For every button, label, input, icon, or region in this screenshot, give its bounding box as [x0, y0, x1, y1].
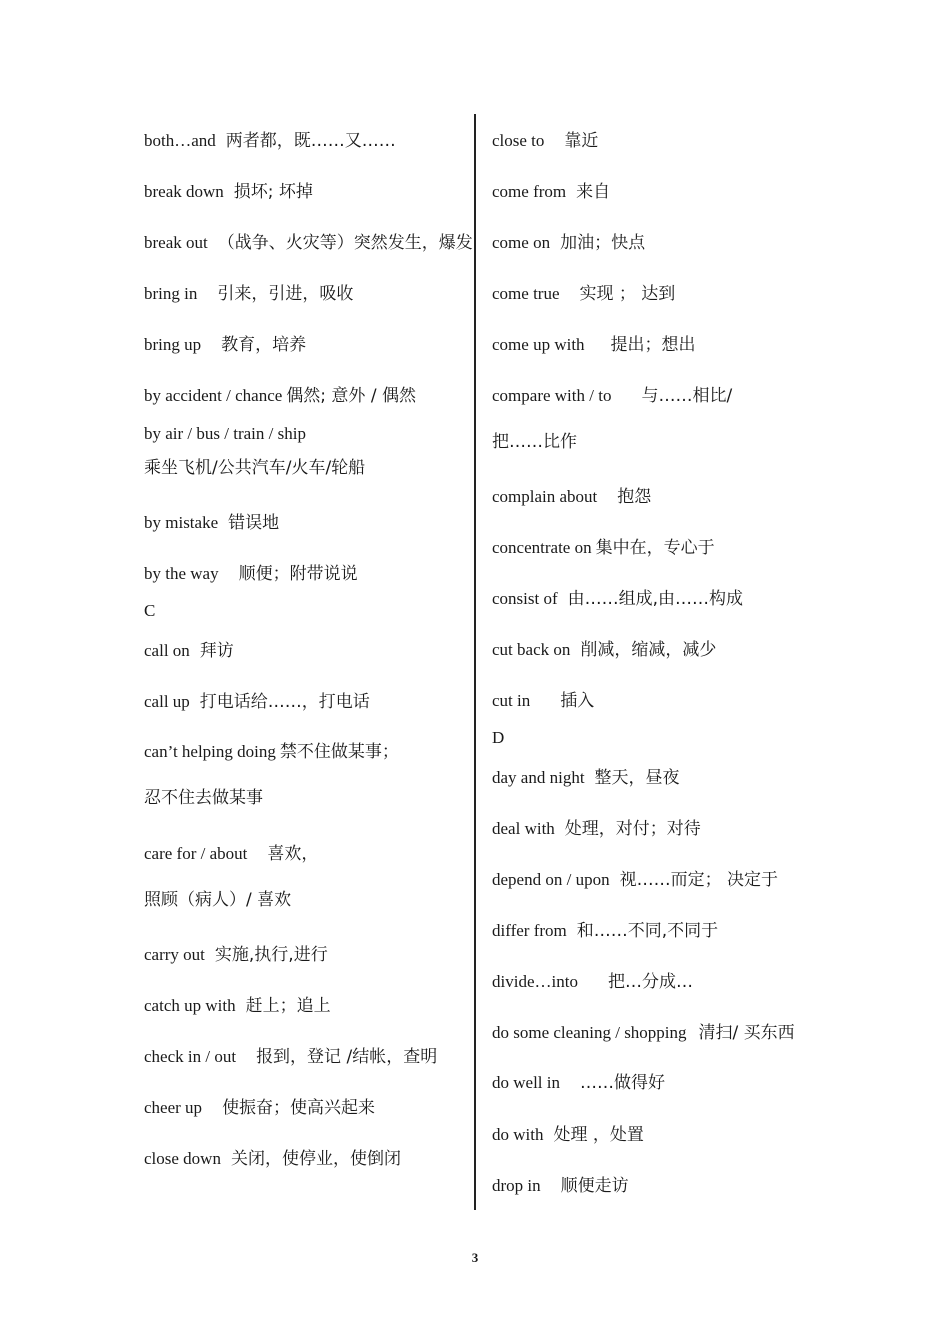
phrase-english: catch up with	[144, 996, 236, 1015]
phrase-english: do some cleaning / shopping	[492, 1023, 687, 1042]
phrase-english: divide…into	[492, 972, 578, 991]
left-entry	[144, 742, 399, 762]
phrase-english: cut back on	[492, 640, 571, 659]
left-entry	[144, 844, 318, 864]
right-entry	[492, 589, 743, 609]
phrase-english: depend on / upon	[492, 870, 610, 889]
phrase-chinese: 和……不同,不同于	[576, 921, 719, 941]
left-entry	[144, 692, 370, 712]
right-entry	[492, 538, 715, 558]
right-entry	[492, 182, 610, 202]
phrase-english: by mistake	[144, 513, 219, 532]
phrase-chinese: 实现 ； 达到	[579, 284, 676, 304]
phrase-english: by the way	[144, 564, 219, 583]
phrase-chinese: 顺便走访	[560, 1176, 629, 1196]
phrase-english: bring in	[144, 284, 198, 303]
right-entry	[492, 1125, 644, 1145]
right-entry	[492, 284, 675, 304]
phrase-chinese: 削减，缩减，减少	[580, 640, 717, 660]
phrase-chinese: ……做得好	[580, 1073, 665, 1093]
left-entry	[144, 1098, 375, 1118]
phrase-chinese: 顺便；附带说说	[238, 564, 358, 584]
left-entry	[144, 458, 365, 478]
left-entry	[144, 641, 234, 661]
phrase-chinese: 集中在，专心于	[595, 538, 715, 558]
phrase-chinese: 加油；快点	[560, 233, 646, 253]
left-entry	[144, 284, 353, 304]
phrase-chinese: 教育，培养	[221, 335, 307, 355]
phrase-english: cut in	[492, 691, 531, 710]
left-entry	[144, 890, 291, 910]
phrase-english: by air / bus / train / ship	[144, 424, 306, 443]
phrase-english: cheer up	[144, 1098, 203, 1117]
right-entry	[492, 870, 778, 890]
right-entry	[492, 972, 693, 992]
phrase-english: come on	[492, 233, 551, 252]
phrase-english: consist of	[492, 589, 558, 608]
phrase-chinese: 整天，昼夜	[594, 768, 680, 788]
phrase-chinese: 禁不住做某事；	[279, 742, 399, 762]
right-entry	[492, 691, 594, 711]
left-entry	[144, 996, 331, 1016]
phrase-chinese: 与……相比/	[641, 386, 733, 406]
phrase-english: care for / about	[144, 844, 248, 863]
phrase-chinese: 乘坐飞机/公共汽车/火车/轮船	[144, 458, 366, 478]
left-entry	[144, 182, 313, 202]
left-entry	[144, 424, 306, 444]
phrase-english: come from	[492, 182, 567, 201]
phrase-english: drop in	[492, 1176, 541, 1195]
phrase-chinese: 使振奋；使高兴起来	[222, 1098, 376, 1118]
page-number: 3	[471, 1250, 479, 1265]
phrase-chinese: （战争、火灾等）突然发生，爆发	[217, 233, 473, 253]
phrase-chinese: 损坏; 坏掉	[233, 182, 313, 202]
phrase-chinese: 两者都，既……又……	[225, 131, 396, 151]
left-entry	[144, 788, 263, 808]
phrase-english: carry out	[144, 945, 205, 964]
left-entry	[144, 233, 473, 253]
left-entry	[144, 131, 396, 151]
right-entry	[492, 386, 732, 406]
phrase-english: by accident / chance	[144, 386, 283, 405]
left-entry	[144, 386, 416, 406]
phrase-english: both…and	[144, 131, 216, 150]
phrase-chinese: 视……而定； 决定于	[619, 870, 778, 890]
phrase-chinese: 处理，对付；对待	[564, 819, 701, 839]
phrase-chinese: 打电话给……，打电话	[199, 692, 370, 712]
right-entry	[492, 233, 645, 253]
right-entry	[492, 432, 577, 452]
phrase-chinese: 实施,执行,进行	[214, 945, 328, 965]
phrase-chinese: 错误地	[228, 513, 280, 533]
phrase-english: bring up	[144, 335, 202, 354]
phrase-chinese: 照顾（病人）/ 喜欢	[144, 890, 292, 910]
phrase-english: break down	[144, 182, 224, 201]
phrase-chinese: 拜访	[199, 641, 234, 661]
phrase-chinese: 靠近	[564, 131, 599, 151]
phrase-chinese: 忍不住去做某事	[144, 788, 263, 808]
phrase-english: call on	[144, 641, 190, 660]
left-entry	[144, 1047, 437, 1067]
phrase-chinese: 赶上；追上	[245, 996, 331, 1016]
phrase-english: complain about	[492, 487, 598, 506]
phrase-english: compare with / to	[492, 386, 612, 405]
phrase-chinese: 插入	[560, 691, 595, 711]
left-entry	[144, 1149, 401, 1169]
right-entry	[492, 335, 696, 355]
phrase-english: call up	[144, 692, 190, 711]
phrase-chinese: 处理 ，处置	[553, 1125, 644, 1145]
right-entry	[492, 640, 716, 660]
left-entry	[144, 945, 328, 965]
right-entry	[492, 819, 701, 839]
phrase-english: do with	[492, 1125, 544, 1144]
phrase-english: check in / out	[144, 1047, 237, 1066]
phrase-chinese: 引来，引进，吸收	[217, 284, 354, 304]
phrase-chinese: 报到，登记 /结帐，查明	[256, 1047, 438, 1067]
section-letter: D	[492, 728, 505, 747]
phrase-chinese: 提出；想出	[610, 335, 696, 355]
phrase-chinese: 把…分成…	[607, 972, 693, 992]
right-entry	[492, 1073, 665, 1093]
phrase-english: differ from	[492, 921, 567, 940]
phrase-chinese: 抱怨	[617, 487, 652, 507]
phrase-chinese: 把……比作	[492, 432, 577, 452]
phrase-chinese: 偶然; 意外 / 偶然	[286, 386, 416, 406]
phrase-english: do well in	[492, 1073, 560, 1092]
right-entry	[492, 1023, 795, 1043]
phrase-chinese: 清扫/ 买东西	[698, 1023, 795, 1043]
left-entry	[144, 513, 279, 533]
column-divider	[474, 114, 476, 1210]
left-entry	[144, 335, 306, 355]
phrase-chinese: 由……组成,由……构成	[567, 589, 744, 609]
phrase-english: close to	[492, 131, 545, 150]
phrase-english: concentrate on	[492, 538, 592, 557]
phrase-english: come true	[492, 284, 560, 303]
phrase-english: come up with	[492, 335, 585, 354]
right-entry	[492, 131, 598, 151]
phrase-english: break out	[144, 233, 208, 252]
phrase-english: day and night	[492, 768, 585, 787]
right-entry	[492, 921, 718, 941]
phrase-english: deal with	[492, 819, 555, 838]
phrase-english: can’t helping doing	[144, 742, 276, 761]
section-letter: C	[144, 601, 156, 620]
phrase-chinese: 关闭，使停业，使倒闭	[230, 1149, 401, 1169]
right-entry	[492, 1176, 629, 1196]
phrase-english: close down	[144, 1149, 221, 1168]
right-entry	[492, 487, 651, 507]
phrase-chinese: 来自	[576, 182, 611, 202]
right-entry	[492, 768, 680, 788]
left-entry	[144, 564, 358, 584]
phrase-chinese: 喜欢，	[267, 844, 319, 864]
